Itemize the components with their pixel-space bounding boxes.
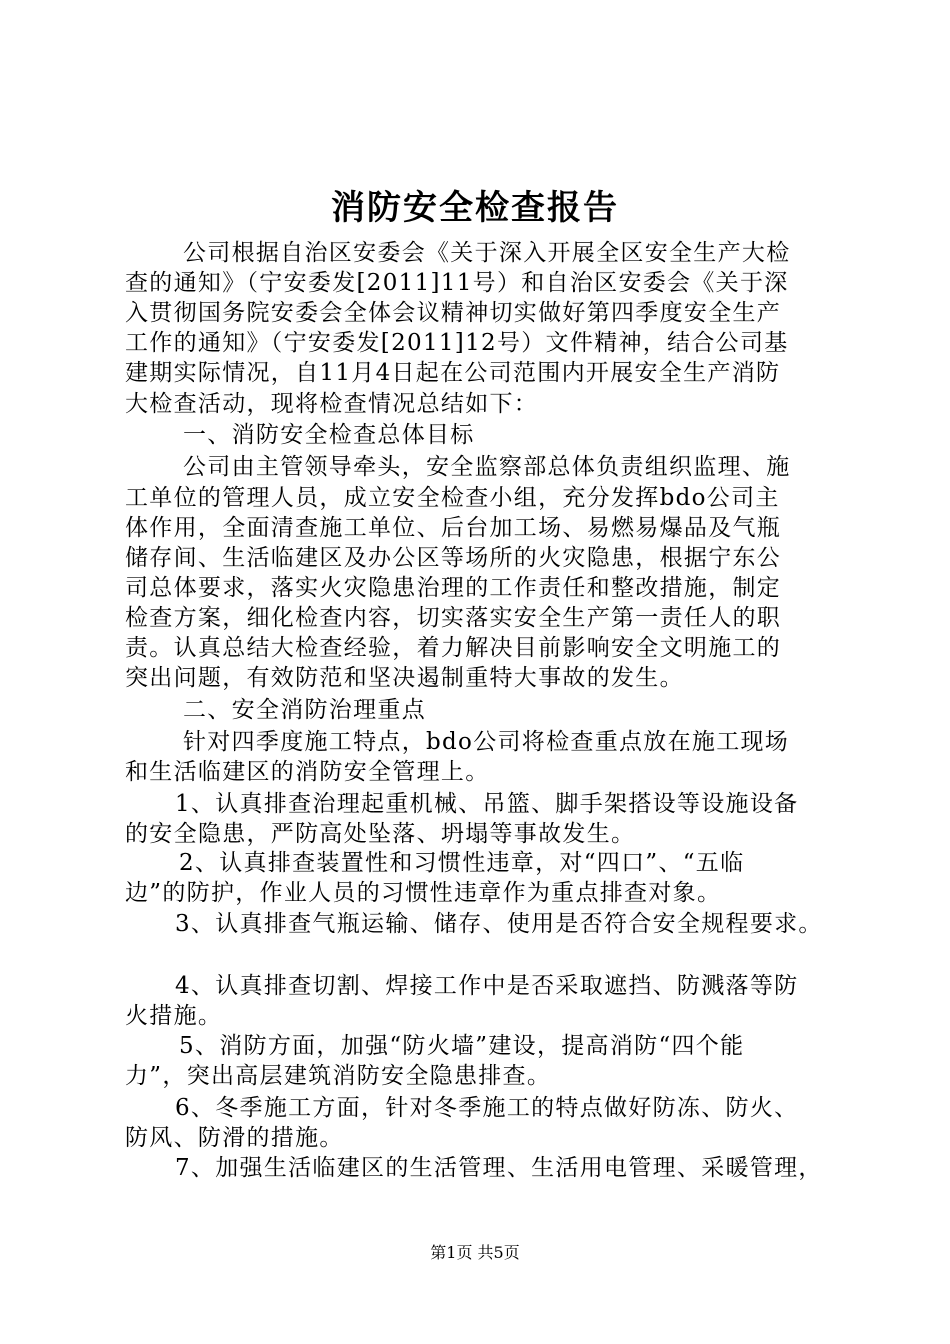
list-item-continuation: 火措施。 — [125, 1003, 223, 1029]
list-item-continuation: 的安全隐患，严防高处坠落、坍塌等事故发生。 — [125, 821, 636, 847]
body-line: 入贯彻国务院安委会全体会议精神切实做好第四季度安全生产 — [125, 300, 782, 326]
list-item: 1、认真排查治理起重机械、吊篮、脚手架搭设等设施设备 — [175, 791, 799, 817]
list-item: 2、认真排查装置性和习惯性违章，对“四口”、“五临 — [179, 850, 745, 876]
body-line: 公司由主管领导牵头，安全监察部总体负责组织监理、施 — [183, 454, 791, 480]
body-line: 责。认真总结大检查经验，着力解决目前影响安全文明施工的 — [125, 635, 782, 661]
list-item: 4、认真排查切割、焊接工作中是否采取遮挡、防溅落等防 — [175, 973, 799, 999]
body-line: 大检查活动，现将检查情况总结如下： — [125, 391, 539, 417]
body-line: 查的通知》（宁安委发[2011]11号）和自治区安委会《关于深 — [125, 270, 789, 296]
list-item-continuation: 防风、防滑的措施。 — [125, 1125, 344, 1151]
body-line: 针对四季度施工特点，bdo公司将检查重点放在施工现场 — [183, 729, 790, 755]
list-item: 3、认真排查气瓶运输、储存、使用是否符合安全规程要求。 — [175, 911, 823, 937]
page-number-footer: 第1页 共5页 — [430, 1243, 520, 1262]
body-line: 工作的通知》（宁安委发[2011]12号）文件精神，结合公司基 — [125, 330, 789, 356]
body-line: 体作用，全面清查施工单位、后台加工场、易燃易爆品及气瓶 — [125, 515, 782, 541]
section-heading: 二、安全消防治理重点 — [183, 697, 426, 723]
list-item-continuation: 边”的防护，作业人员的习惯性违章作为重点排查对象。 — [125, 880, 722, 906]
list-item: 6、冬季施工方面，针对冬季施工的特点做好防冻、防火、 — [175, 1095, 799, 1121]
body-line: 公司根据自治区安委会《关于深入开展全区安全生产大检 — [183, 240, 791, 266]
body-line: 工单位的管理人员，成立安全检查小组，充分发挥bdo公司主 — [125, 485, 780, 511]
list-item-continuation: 力”，突出高层建筑消防安全隐患排查。 — [125, 1063, 552, 1089]
list-item: 7、加强生活临建区的生活管理、生活用电管理、采暖管理， — [175, 1155, 823, 1181]
body-line: 司总体要求，落实火灾隐患治理的工作责任和整改措施，制定 — [125, 575, 782, 601]
body-line: 储存间、生活临建区及办公区等场所的火灾隐患，根据宁东公 — [125, 545, 782, 571]
body-line: 建期实际情况，自11月4日起在公司范围内开展安全生产消防 — [125, 360, 781, 386]
section-heading: 一、消防安全检查总体目标 — [183, 422, 475, 448]
body-line: 和生活临建区的消防安全管理上。 — [125, 759, 490, 785]
body-line: 检查方案，细化检查内容，切实落实安全生产第一责任人的职 — [125, 605, 782, 631]
body-line: 突出问题，有效防范和坚决遏制重特大事故的发生。 — [125, 665, 684, 691]
list-item: 5、消防方面，加强“防火墙”建设，提高消防“四个能 — [179, 1033, 745, 1059]
document-title: 消防安全检查报告 — [331, 188, 619, 228]
